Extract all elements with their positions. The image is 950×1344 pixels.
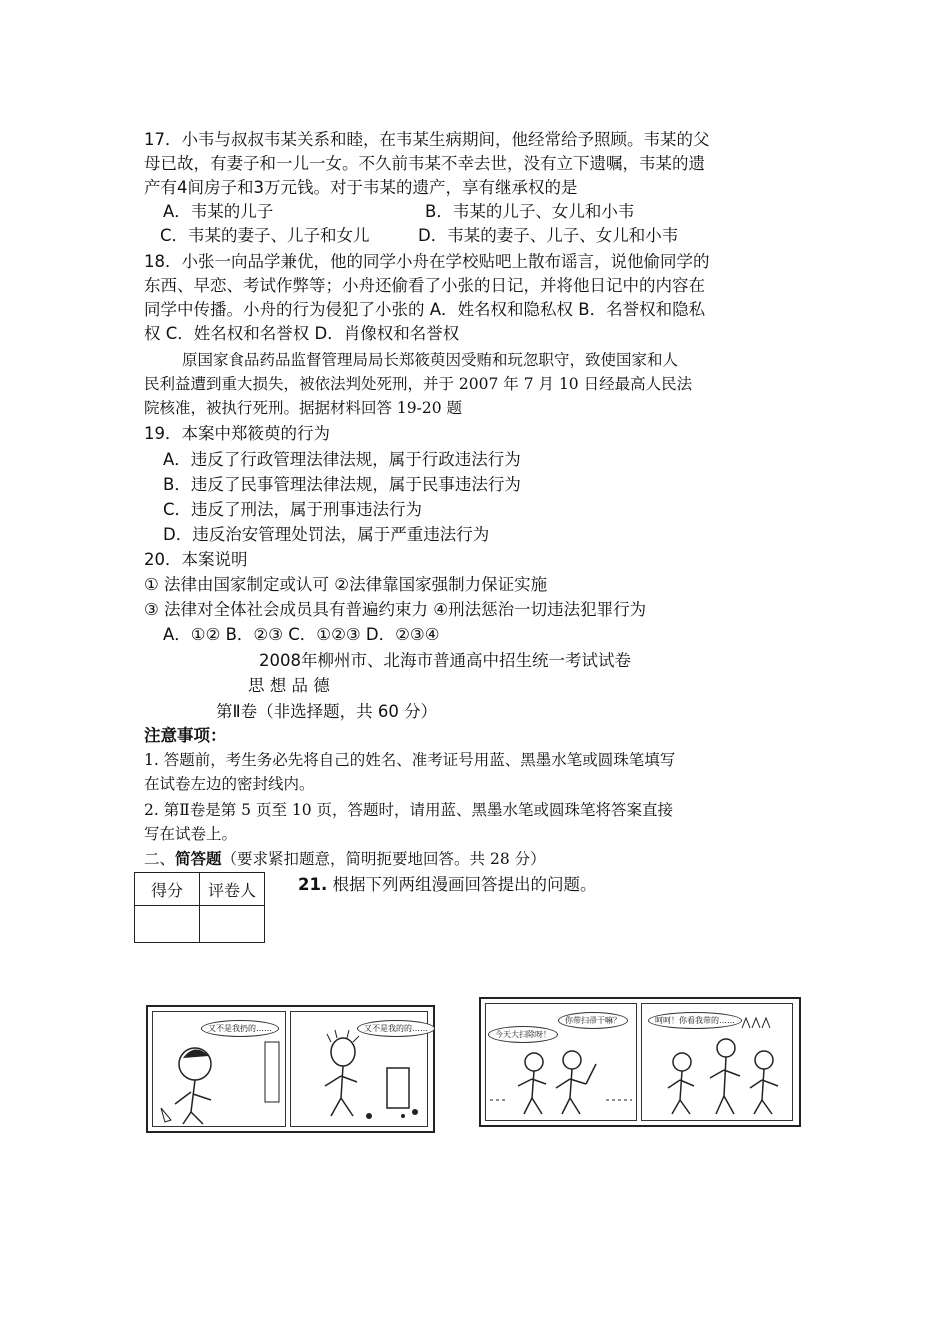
comic2-bubble1: 今天大扫除呀！ bbox=[488, 1026, 558, 1043]
q19-option-b: B．违反了民事管理法律法规，属于民事违法行为 bbox=[163, 475, 521, 494]
q21-number: 21. bbox=[298, 875, 328, 894]
q21-text: 根据下列两组漫画回答提出的问题。 bbox=[332, 875, 597, 894]
score-cell[interactable] bbox=[135, 906, 200, 943]
comic2-panel2 bbox=[641, 1003, 793, 1121]
q19-option-d: D．违反治安管理处罚法，属于严重违法行为 bbox=[163, 525, 490, 544]
note1-line1: 1. 答题前，考生务必先将自己的姓名、准考证号用蓝、黑墨水笔或圆珠笔填写 bbox=[144, 751, 676, 769]
q18-line1: 18．小张一向品学兼优，他的同学小舟在学校贴吧上散布谣言，说他偷同学的 bbox=[144, 252, 710, 271]
score-table bbox=[134, 872, 265, 943]
q17-line3: 产有4间房子和3万元钱。对于韦某的遗产，享有继承权的是 bbox=[144, 178, 578, 197]
q21-line bbox=[298, 873, 596, 897]
comic2-panel1 bbox=[485, 1003, 637, 1121]
section2-suffix: （要求紧扣题意，简明扼要地回答。共 28 分） bbox=[221, 850, 546, 868]
exam-part: 第Ⅱ卷（非选择题，共 60 分） bbox=[216, 702, 438, 721]
q17-option-b: B．韦某的儿子、女儿和小韦 bbox=[425, 202, 635, 221]
q18-line4: 权 C．姓名权和名誉权 D．肖像权和名誉权 bbox=[144, 324, 460, 343]
q19-stem: 19．本案中郑筱萸的行为 bbox=[144, 424, 330, 443]
material-line3: 院核准，被执行死刑。据据材料回答 19-20 题 bbox=[144, 399, 463, 417]
exam-title: 2008年柳州市、北海市普通高中招生统一考试试卷 bbox=[259, 651, 631, 670]
q20-item1: ① 法律由国家制定或认可 ②法律靠国家强制力保证实施 bbox=[144, 575, 548, 594]
q17-option-c: C．韦某的妻子、儿子和女儿 bbox=[160, 226, 370, 245]
q17-line2: 母已故，有妻子和一儿一女。不久前韦某不幸去世，没有立下遗嘱，韦某的遗 bbox=[144, 154, 705, 173]
note2-line1: 2. 第Ⅱ卷是第 5 页至 10 页，答题时，请用蓝、黑墨水笔或圆珠笔将答案直接 bbox=[144, 801, 674, 819]
material-line1: 原国家食品药品监督管理局局长郑筱萸因受贿和玩忽职守，致使国家和人 bbox=[182, 351, 679, 369]
comic2-bubble2: 你带扫帚干嘛？ bbox=[558, 1012, 628, 1029]
comic-strip-1 bbox=[146, 1005, 435, 1133]
score-header: 得分 bbox=[135, 873, 200, 906]
note1-line2: 在试卷左边的密封线内。 bbox=[144, 775, 315, 793]
comic-strip-2 bbox=[479, 997, 801, 1127]
comic2-bubble3: 呵呵！你看我带的…… bbox=[648, 1012, 742, 1029]
q19-option-a: A．违反了行政管理法律法规，属于行政违法行为 bbox=[163, 450, 521, 469]
q17-option-a: A．韦某的儿子 bbox=[163, 202, 274, 221]
section2-title: 简答题 bbox=[175, 849, 222, 868]
q20-stem: 20．本案说明 bbox=[144, 550, 248, 569]
q18-line2: 东西、早恋、考试作弊等；小舟还偷看了小张的日记，并将他日记中的内容在 bbox=[144, 276, 705, 295]
q17-line1: 17．小韦与叔叔韦某关系和睦，在韦某生病期间，他经常给予照顾。韦某的父 bbox=[144, 130, 710, 149]
comic1-panel2 bbox=[290, 1011, 428, 1127]
q20-item2: ③ 法律对全体社会成员具有普遍约束力 ④刑法惩治一切违法犯罪行为 bbox=[144, 600, 647, 619]
comic1-bubble1: 又不是我扔的…… bbox=[201, 1020, 279, 1037]
note2-line2: 写在试卷上。 bbox=[144, 825, 238, 843]
grader-cell[interactable] bbox=[200, 906, 265, 943]
section2-prefix: 二、 bbox=[144, 850, 176, 868]
q19-option-c: C．违反了刑法，属于刑事违法行为 bbox=[163, 500, 423, 519]
q18-line3: 同学中传播。小舟的行为侵犯了小张的 A．姓名权和隐私权 B．名誉权和隐私 bbox=[144, 300, 706, 319]
q20-options: A．①② B．②③ C．①②③ D．②③④ bbox=[163, 625, 440, 644]
comic1-bubble2: 又不是我的的…… bbox=[357, 1020, 435, 1037]
material-line2: 民利益遭到重大损失，被依法判处死刑，并于 2007 年 7 月 10 日经最高人民法 bbox=[144, 375, 693, 393]
section2-heading bbox=[144, 847, 546, 871]
grader-header: 评卷人 bbox=[200, 873, 265, 906]
comic1-panel1 bbox=[152, 1011, 286, 1127]
q17-option-d: D．韦某的妻子、儿子、女儿和小韦 bbox=[418, 226, 679, 245]
exam-subject: 思 想 品 德 bbox=[248, 676, 330, 695]
notes-heading: 注意事项： bbox=[144, 726, 227, 745]
